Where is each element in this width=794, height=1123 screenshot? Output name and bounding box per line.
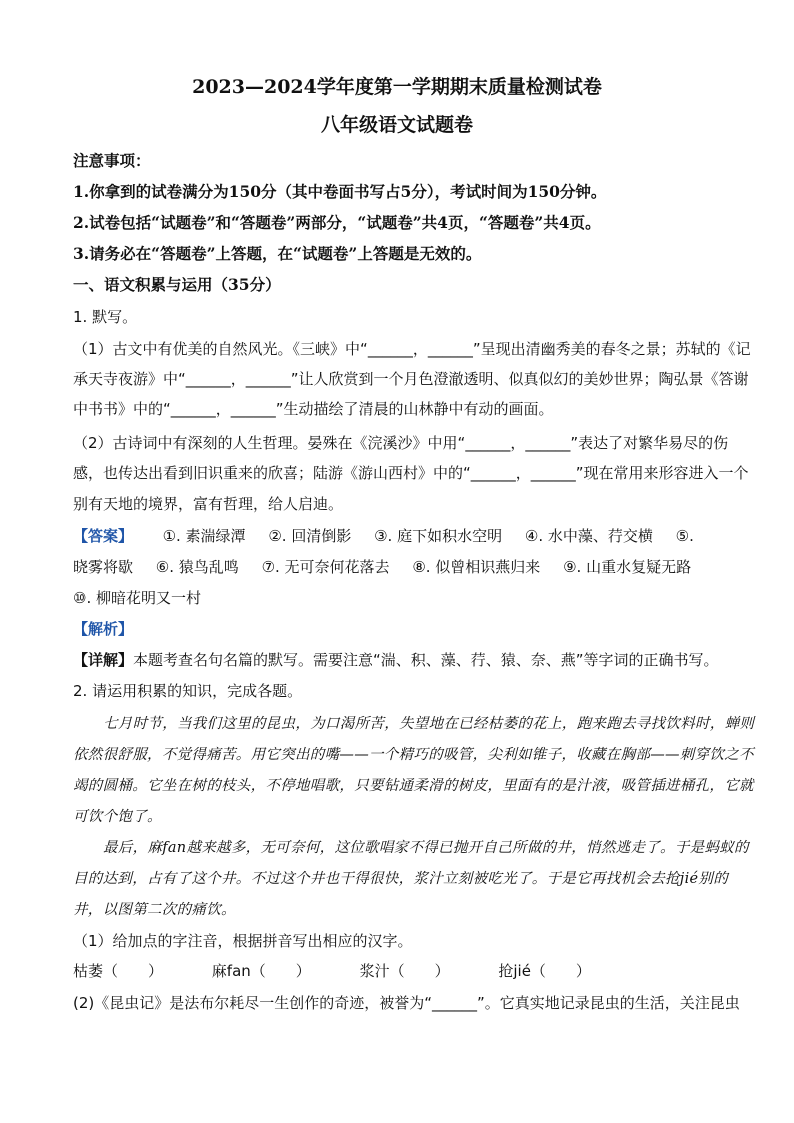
passage-line: 可饮个饱了。 xyxy=(73,809,162,825)
question-text: 感，也传达出看到旧识重来的欣喜；陆游《游山西村》中的“______，______”现在常用来形容进入一个 xyxy=(73,464,749,482)
answer-item: ⑥. 猿鸟乱鸣 xyxy=(155,558,239,576)
notice-heading: 注意事项： xyxy=(73,151,151,170)
question-text: 承天寺夜游》中“______，______”让人欣赏到一个月色澄澈透明、似真似幻的美妙世界；陶弘景《答谢 xyxy=(73,370,749,388)
answer-item: ⑧. 似曾相识燕归来 xyxy=(412,558,541,576)
answer-row xyxy=(73,556,724,578)
passage-line: 七月时节，当我们这里的昆虫，为口渴所苦，失望地在已经枯萎的花上，跑来跑去寻找饮料时，蝉则 xyxy=(103,716,755,732)
answer-row xyxy=(73,587,724,609)
exam-title: 2023—2024学年度第一学期期末质量检测试卷 xyxy=(192,76,602,98)
fill-blank: 浆汁（ ） xyxy=(359,962,450,980)
notice-item: 3.请务必在“答题卷”上答题，在“试题卷”上答题是无效的。 xyxy=(73,244,482,263)
answer-item: ⑨. 山重水复疑无路 xyxy=(563,558,692,576)
fill-blank: 枯萎（ ） xyxy=(73,962,164,980)
question-text: 别有天地的境界，富有哲理，给人启迪。 xyxy=(73,495,344,513)
exam-subtitle: 八年级语文试题卷 xyxy=(320,114,473,136)
detail-tag: 【详解】 xyxy=(73,651,134,669)
answer-item: ⑦. 无可奈何花落去 xyxy=(261,558,390,576)
answer-item: ①. 素湍绿潭 xyxy=(162,527,246,545)
notice-item: 1.你拿到的试卷满分为150分（其中卷面书写占5分），考试时间为150分钟。 xyxy=(73,182,607,201)
answer-row xyxy=(73,525,724,547)
fill-blank: 麻fan（ ） xyxy=(211,962,311,980)
answer-item: ⑩. 柳暗花明又一村 xyxy=(73,589,201,607)
passage-line: 目的达到，占有了这个井。不过这个井也干得很快，浆汁立刻被吃光了。于是它再找机会去抢jié别的 xyxy=(73,871,729,887)
answer-item: 晓雾将歇 xyxy=(73,558,134,576)
passage-line: 竭的圆桶。它坐在树的枝头，不停地唱歌，只要钻通柔滑的树皮，里面有的是汁液，吸管插进桶孔，它就 xyxy=(73,778,754,794)
fill-blank-row xyxy=(73,960,724,982)
answer-item: ③. 庭下如积水空明 xyxy=(374,527,503,545)
passage-line: 最后，麻fan越来越多，无可奈何，这位歌唱家不得已抛开自己所做的井，悄然逃走了。于是蚂蚁的 xyxy=(103,840,749,856)
answer-item: ②. 回清倒影 xyxy=(268,527,352,545)
answer-item: ⑤. xyxy=(675,527,694,545)
sub-question: (2)《昆虫记》是法布尔耗尽一生创作的奇迹，被誉为“______”。它真实地记录昆虫的生活，关注昆虫 xyxy=(73,994,740,1012)
detail-text: 本题考查名句名篇的默写。需要注意“湍、积、藻、荇、猿、奈、燕”等字词的正确书写。 xyxy=(133,651,719,669)
sub-question: （1）给加点的字注音，根据拼音写出相应的汉字。 xyxy=(73,932,413,950)
notice-item: 2.试卷包括“试题卷”和“答题卷”两部分，“试题卷”共4页，“答题卷”共4页。 xyxy=(73,213,601,232)
question-text: （2）古诗词中有深刻的人生哲理。晏殊在《浣溪沙》中用“______，______”表达了对繁华易尽的伤 xyxy=(73,434,729,452)
analysis-tag: 【解析】 xyxy=(73,620,134,638)
passage-line: 依然很舒服，不觉得痛苦。用它突出的嘴——一个精巧的吸管，尖利如锥子，收藏在胸部——刺穿饮之不 xyxy=(73,747,754,763)
passage-line: 井，以图第二次的痛饮。 xyxy=(73,902,236,918)
question-text: （1）古文中有优美的自然风光。《三峡》中“______，______”呈现出清幽秀美的春冬之景；苏轼的《记 xyxy=(73,340,751,358)
question-text: 中书书》中的“______，______”生动描绘了清晨的山林静中有动的画面。 xyxy=(73,400,554,418)
answer-tag: 【答案】 xyxy=(73,527,134,545)
detail-row xyxy=(73,649,724,671)
fill-blank: 抢jié（ ） xyxy=(498,962,591,980)
section-heading: 一、语文积累与运用（35分） xyxy=(73,275,281,294)
question-stem: 1. 默写。 xyxy=(73,308,138,326)
question-stem: 2. 请运用积累的知识，完成各题。 xyxy=(73,682,303,700)
analysis-row xyxy=(73,618,724,640)
answer-item: ④. 水中藻、荇交横 xyxy=(524,527,653,545)
